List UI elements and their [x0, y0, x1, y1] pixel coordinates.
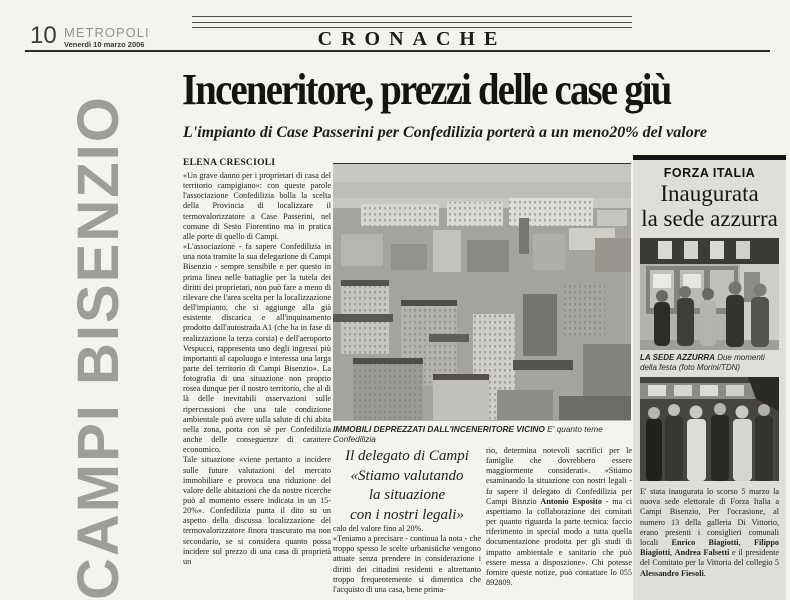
text-fragment: ,: [670, 548, 675, 558]
person-name: Andrea Falsetti: [674, 548, 730, 558]
pull-quote-line: la situazione: [368, 487, 446, 503]
subhead: L'impianto di Case Passerini per Confedilizia porterà a un meno20% del valore: [183, 124, 708, 141]
paragraph: calo del valore fino al 20%.: [333, 524, 424, 533]
person-name: Enrico Biagiotti: [671, 538, 739, 548]
sidebar-body: [640, 487, 779, 579]
person-name: Filippo Biagiotti: [640, 538, 779, 558]
banner-rule-lines: [192, 16, 632, 28]
sidebar-forza-italia: [633, 155, 786, 600]
sidebar-photo-storefront: [640, 238, 779, 350]
article-column-2: [333, 524, 481, 600]
sidebar-title-line: la sede azzurra: [641, 206, 778, 231]
rubric-vertical-text: CAMPI BISENZIO: [66, 95, 131, 600]
rubric-band: [50, 64, 148, 600]
issue-date: Venerdì 10 marzo 2006: [64, 40, 145, 49]
cityscape-illustration: [333, 164, 631, 420]
article-photo-cityscape: [333, 163, 631, 421]
caption-lead: IMMOBILI DEPREZZATI DALL'INCENERITORE VICINO: [333, 424, 545, 434]
caption-lead: LA SEDE AZZURRA: [640, 353, 715, 362]
text-fragment: - ma ci aspettiamo la collaborazione dei comitati per quanto riguarda la parte tecnica: faccio riferimento in special modo a tutta quella documentazione prodotta per gli studi di impatto ambientale e sanitario che può essere messa a disposzione». Chi potesse fornire queste notize, può contattare lo 055 892809.: [486, 496, 632, 588]
text-fragment: .: [703, 568, 706, 578]
sidebar-kicker: FORZA ITALIA: [663, 166, 756, 180]
paragraph: «L'associazione - fa sapere Confedilizia in una nota tramite la sua delegazione di Campi Bisenzio - sempre sensibile e per questo in prima linea nelle battaglie per la tutela dei diritti dei proprietari, non può fare a meno di rilevare che l'area scelta per la localizzazione dell'impianto, che si aggiunge alla già esistente discarica e all'inquinamento prodotto dall'autostrada A1 (che ha in fase di realizzazione la terza corsia) e dell'aeroporto Vespucci, rappresenta uno degli ingressi più importanti al capoluogo e interessa una larga parte del territorio di Campi Bisenzio». La fotografia di una situazione non proprio rosea dunque per il nostro territorio, che al di là delle inevitabili osservazioni sulle ripercussioni che una tale condizione ambientale può avere sulla salute di chi abita nella zona, porta con sè per Confedilizia anche delle conseguenze di carattere economico.: [183, 242, 331, 455]
article-column-1: [183, 171, 331, 600]
person-name: Antonio Esposito: [540, 496, 602, 506]
crowd-illustration: [640, 377, 779, 481]
paragraph: [486, 446, 632, 588]
sidebar-photo-crowd: [640, 377, 779, 481]
sidebar-photo-caption: [640, 353, 779, 372]
headline: Inceneritore, prezzi delle case giù: [182, 65, 671, 114]
paragraph: «Un grave danno per i proprietari di casa del territorio campigiano»: con queste parole l'associazione Confedilizia bolla la scelta della Provincia di localizzare il termovalorizzatore a Case Passerini, nel comune di Sesto Fiorentino ma in pratica alle porte di quello di Campi.: [183, 171, 331, 241]
masthead-rule: [25, 50, 770, 52]
section-banner: CRONACHE: [317, 28, 507, 50]
section-name: METROPOLI: [64, 25, 150, 40]
pull-quote-line: «Stiamo valutando: [350, 467, 464, 484]
sidebar-title: [640, 181, 779, 231]
text-fragment: E' stata inaugurata lo scorso 5 marzo la nuova sede elettorale di Forza Italia a Campi Bisenzio, Per l'occasione, al numero 13 della galleria Di Vittorio, erano presenti i consiglieri comunali locali: [640, 487, 779, 548]
pull-quote-line: con i nostri legali»: [350, 506, 464, 523]
pull-quote-line: Il delegato di Campi: [345, 448, 469, 464]
sidebar-title-line: Inaugurata: [660, 181, 759, 206]
sidebar-top-bar: [633, 155, 786, 160]
paragraph: Tale situazione «viene pertanto a incidere sulle future valutazioni del mercato immobiliare e provoca una riduzione del valore delle abitazioni che da nostre ricerche può al momento essere indicata in un 15-20%». Confedilizia punta il dito su un aspetto della discussa localizzazione del termovalorizzatore finora trascurato ma non secondario, se si considera quanto possa incidere sul prezzo di una casa di proprietà un: [183, 455, 331, 566]
byline: ELENA CRESCIOLI: [183, 158, 276, 168]
text-fragment: ,: [738, 538, 754, 548]
main-photo-caption: [333, 424, 631, 444]
paragraph: «Teniamo a precisare - continua la nota - che troppo spesso le scelte urbanistiche vengono attuate senza prendere in considerazione i diritti dei cittadini residenti e altrettanto troppo frequentemente si dimentica che l'acquisto di una casa, bene prima-: [333, 534, 481, 594]
page-number: 10: [30, 22, 57, 49]
caption-rest: E' quanto teme Confedilizia: [333, 424, 603, 444]
storefront-illustration: [640, 238, 779, 350]
person-name: Alessandro Fiesoli: [640, 568, 704, 578]
pull-quote: [333, 447, 481, 525]
text-fragment: rio, determina notevoli sacrifici per le famiglie che dovrebbero essere maggiormente considerati». «Stiamo esaminando la situazione con nostri legali - fa sapere il delegato di Confedilizia per Campi Bisnzio: [486, 446, 632, 506]
caption-rest: Due momenti della festa (foto Morini/TDN): [640, 353, 765, 372]
text-fragment: e il presidente del Comitato per la Vittoria del collegio 5: [640, 548, 779, 568]
article-column-3: [486, 446, 632, 600]
